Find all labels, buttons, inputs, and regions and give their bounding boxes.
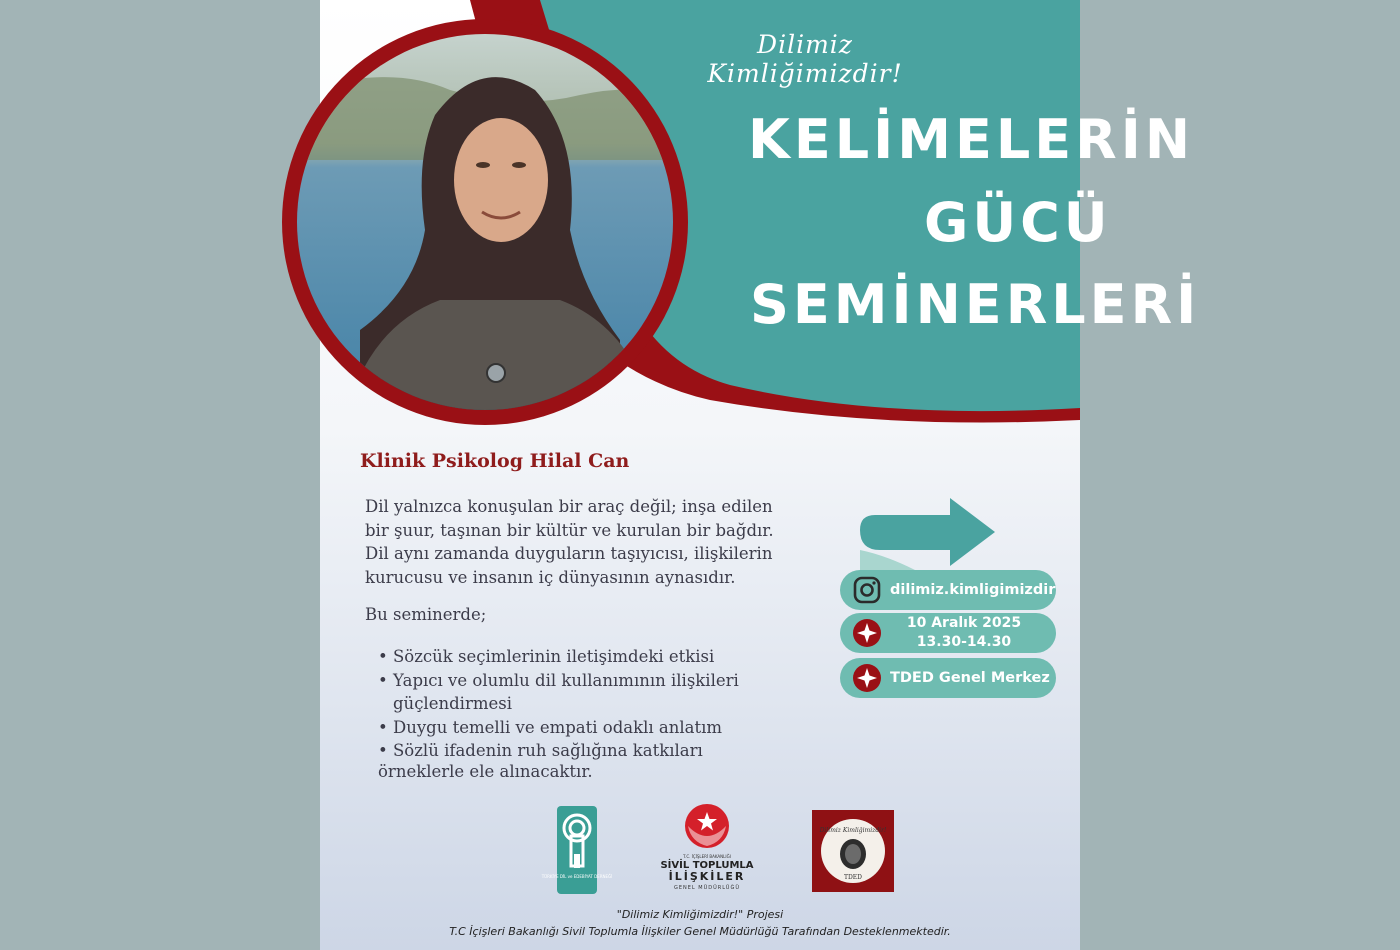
- intro-paragraph: [365, 495, 815, 589]
- topic-item: • Duygu temelli ve empati odaklı anlatım: [378, 716, 798, 740]
- sti-logo-top: T.C. İÇİŞLERİ BAKANLIĞI: [683, 854, 731, 859]
- event-date: 10 Aralık 2025: [906, 615, 1022, 631]
- speaker-name: Klinik Psikolog Hilal Can: [360, 450, 630, 472]
- instagram-pill[interactable]: [840, 570, 1056, 610]
- star-badge-icon: [852, 663, 882, 693]
- tagline: Dilimiz Kimliğimizdir!: [707, 30, 903, 88]
- topic-item: • Sözlü ifadenin ruh sağlığına katkıları: [378, 739, 798, 763]
- sti-logo-sub: İLİŞKİLER: [668, 870, 746, 883]
- intro-line: kurucusu ve insanın iç dünyasının aynasıdır.: [365, 567, 736, 587]
- instagram-handle: dilimiz.kimligimizdir: [890, 582, 1056, 598]
- instagram-icon: [852, 575, 882, 605]
- dilimiz-kimligimizdir-logo: [812, 810, 894, 892]
- topic-item: • Sözcük seçimlerinin iletişimdeki etkisi: [378, 645, 798, 669]
- footer: [320, 906, 1080, 940]
- date-time: [892, 614, 1056, 652]
- location-pill: [840, 658, 1056, 698]
- event-location: TDED Genel Merkez: [890, 670, 1050, 686]
- closing-text: örneklerle ele alınacaktır.: [378, 762, 593, 781]
- footer-support: T.C İçişleri Bakanlığı Sivil Toplumla İlişkiler Genel Müdürlüğü Tarafından Desteklenmektedir.: [449, 925, 951, 938]
- seminar-lead: Bu seminerde;: [365, 605, 487, 624]
- title-line-1: KELİMELERİN: [748, 108, 1195, 171]
- sti-logo-main: SİVİL TOPLUMLA: [660, 860, 754, 871]
- footer-project: "Dilimiz Kimliğimizdir!" Projesi: [616, 908, 784, 921]
- date-pill: [840, 613, 1056, 653]
- star-badge-icon: [852, 618, 882, 648]
- intro-line: Dil yalnızca konuşulan bir araç değil; inşa edilen: [365, 497, 773, 516]
- topic-item: • Yapıcı ve olumlu dil kullanımının ilişkileri güçlendirmesi: [378, 669, 798, 716]
- sti-logo-bottom: GENEL MÜDÜRLÜĞÜ: [674, 885, 740, 891]
- dk-logo-bottom: TDED: [843, 874, 863, 881]
- seminar-poster: [320, 0, 1201, 950]
- sti-logo: [660, 802, 754, 894]
- intro-line: bir şuur, taşınan bir kültür ve kurulan bir bağdır.: [365, 520, 774, 540]
- event-time: 13.30-14.30: [916, 634, 1012, 650]
- topic-list: [378, 645, 798, 763]
- title-line-2: GÜCÜ: [924, 191, 1112, 254]
- dk-logo-text: Dilimiz Kimliğimizdir!: [819, 827, 887, 834]
- tded-logo: [541, 806, 613, 894]
- tded-logo-text: TÜRKİYE DİL ve EDEBİYAT DERNEĞİ: [541, 874, 613, 879]
- intro-line: Dil aynı zamanda duyguların taşıyıcısı, ilişkilerin: [365, 544, 773, 563]
- arrow-right-icon: [855, 495, 1000, 570]
- title-line-3: SEMİNERLERİ: [750, 273, 1201, 336]
